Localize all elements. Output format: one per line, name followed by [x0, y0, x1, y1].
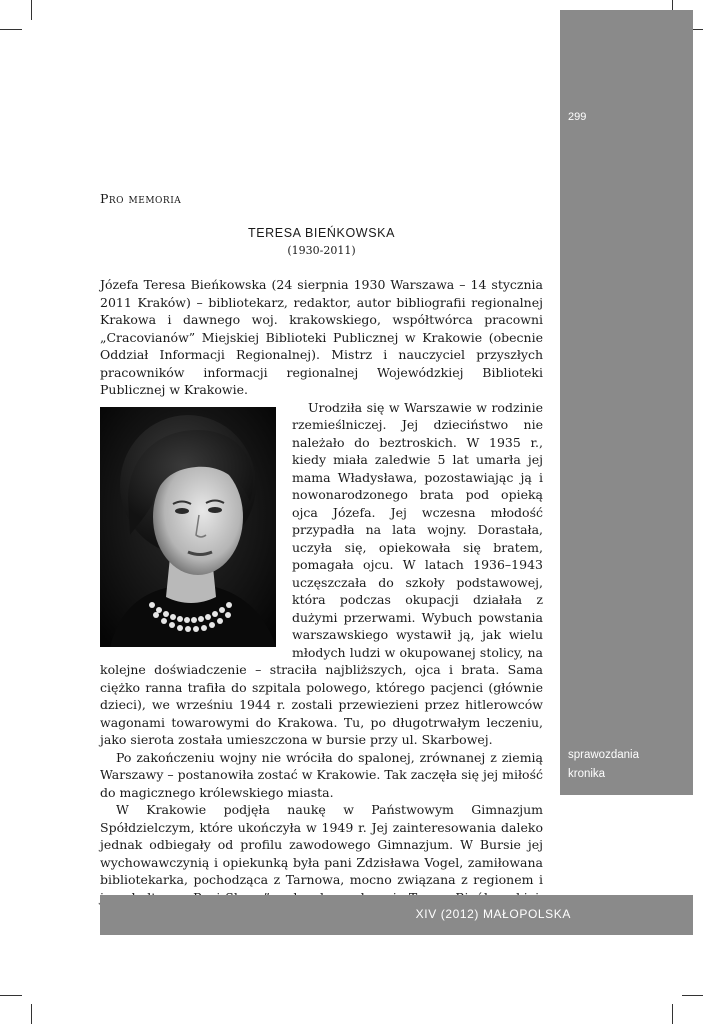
section-header: Pro memoria — [100, 191, 182, 206]
paragraph: Po zakończeniu wojny nie wróciła do spalonej, zrównanej z ziemią Warszawy – postanowiła zostać w Krakowie. Tak zaczęła się jej miłość do magicznego królewskiego miasta. — [100, 749, 543, 800]
crop-mark — [0, 995, 22, 996]
crop-mark — [682, 995, 703, 996]
footer-bar — [100, 895, 693, 935]
paragraph: Urodziła się w Warszawie w rodzinie rzemieślniczej. Jej dzieciństwo nie należało do beztroskich. W 1935 r., kiedy miała zaledwie 5 lat umarła jej mama Władysława, pozostawiając ją i nowonarodzonego brata pod opieką ojca Józefa. Jej wczesna młodość przypadła na lata wojny. Dorastała, uczyła się, opiekowała się bratem, pomagała ojcu. W latach 1936–1943 uczęszczała do szkoły podstawowej, która podczas okupacji działała z dużymi przerwami. Wybuch powstania warszawskiego wystawił ją, jak wielu młodych ludzi w okupowanej stolicy, na kolejne doświadczenie – straciła najbliższych, ojca i brata. Sama ciężko ranna trafiła do szpitala polowego, którego pacjenci (głównie dzieci), we wrześniu 1944 r. zostali przewiezieni przez hitlerowców wagonami towarowymi do Krakowa. Tu, po długotrwałym leczeniu, jako sierota została umieszczona w bursie przy ul. Skarbowej. — [100, 399, 543, 747]
footer-journal-title: XIV (2012) MAŁOPOLSKA — [415, 907, 571, 921]
sidebar-band — [560, 10, 693, 795]
section-tag: sprawozdania — [568, 749, 639, 761]
paragraph: Józefa Teresa Bieńkowska (24 sierpnia 1930 Warszawa – 14 stycznia 2011 Kraków) – bibliotekarz, redaktor, autor bibliografii regionalnej Krakowa i dawnego woj. krakowskiego, współtwórca pracowni „Cracovianów” Miejskiej Biblioteki Publicznej w Krakowie (obecnie Oddział Informacji Regionalnej). Mistrz i nauczyciel przyszłych pracowników informacji regionalnej Wojewódzkiej Biblioteki Publicznej w Krakowie. — [100, 277, 543, 397]
article-title: TERESA BIEŃKOWSKA — [247, 226, 396, 240]
crop-mark — [672, 1004, 673, 1024]
crop-mark — [0, 29, 22, 30]
section-tags — [568, 746, 639, 784]
paragraph: W Krakowie podjęła naukę w Państwowym Gimnazjum Spółdzielczym, które ukończyła w 1949 r. Jej zainteresowania daleko jednak odbiegały od profilu zawodowego Gimnazjum. W Bursie jej wychowawczynią i opiekunką była pani Zdzisława Vogel, zamiłowana bibliotekarka, pochodząca z Tarnowa, mocno związana z regionem i — [100, 802, 543, 887]
page-number: 299 — [568, 111, 587, 123]
portrait-image — [100, 407, 276, 647]
section-tag: kronika — [568, 768, 606, 780]
crop-mark — [31, 1004, 32, 1024]
article-dates: (1930-2011) — [287, 244, 356, 257]
crop-mark — [31, 0, 32, 20]
article-body — [100, 276, 543, 924]
portrait-photo — [100, 407, 276, 647]
